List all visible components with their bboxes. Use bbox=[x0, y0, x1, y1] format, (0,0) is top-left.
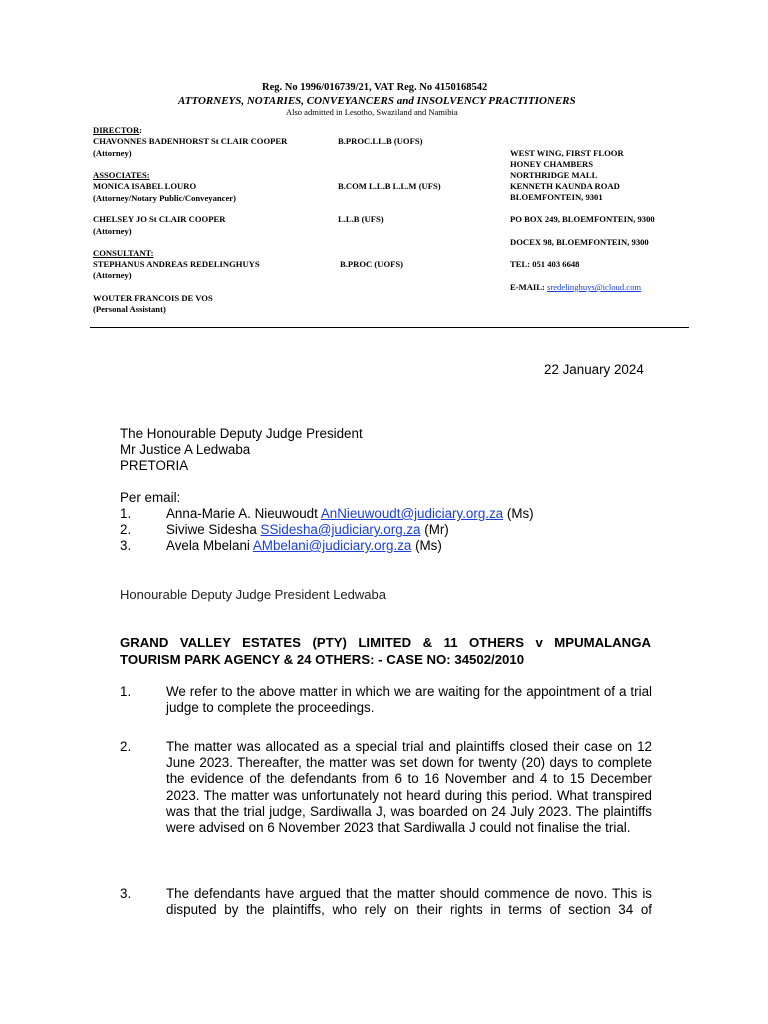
paragraph-3: The defendants have argued that the matter should commence de novo. This is disputed by the plaintiffs, who rely on their rights in terms of section 34 of bbox=[166, 886, 652, 918]
paragraph-2-number: 2. bbox=[120, 739, 132, 754]
per-email-label: Per email: bbox=[120, 490, 181, 505]
director-heading: DIRECTOR: bbox=[93, 125, 143, 135]
addressee-line-3: PRETORIA bbox=[120, 458, 189, 473]
recipient-3-number: 3. bbox=[120, 538, 132, 553]
consultant-name: STEPHANUS ANDREAS REDELINGHUYS bbox=[93, 259, 260, 269]
paragraph-3-number: 3. bbox=[120, 886, 132, 901]
registration-line: Reg. No 1996/016739/21, VAT Reg. No 4150168542 bbox=[262, 82, 488, 93]
recipient-3-email-link[interactable]: AMbelani@judiciary.org.za bbox=[252, 538, 412, 553]
practice-description: ATTORNEYS, NOTARIES, CONVEYANCERS and INSOLVENCY PRACTITIONERS bbox=[178, 95, 576, 107]
email-line: E-MAIL: sredelinghuys@icloud.com bbox=[510, 282, 642, 292]
associate-2-name: CHELSEY JO St CLAIR COOPER bbox=[93, 214, 226, 224]
associate-2-role: (Attorney) bbox=[93, 226, 132, 236]
docex: DOCEX 98, BLOEMFONTEIN, 9300 bbox=[510, 237, 649, 247]
associate-1-name: MONICA ISABEL LOURO bbox=[93, 181, 197, 191]
recipient-1-email-link[interactable]: AnNieuwoudt@judiciary.org.za bbox=[320, 506, 504, 521]
recipient-3: Avela Mbelani AMbelani@judiciary.org.za (Ms) bbox=[166, 538, 442, 553]
associate-1-role: (Attorney/Notary Public/Conveyancer) bbox=[93, 193, 236, 203]
paragraph-1-number: 1. bbox=[120, 684, 132, 699]
admitted-line: Also admitted in Lesotho, Swaziland and Namibia bbox=[286, 107, 458, 117]
address-line-2: HONEY CHAMBERS bbox=[510, 159, 593, 169]
paragraph-2: The matter was allocated as a special trial and plaintiffs closed their case on 12 June 2023. Thereafter, the matter was set down for twenty (20) days to complete the evidence of the defendants from 6 to 16 November and 4 to 15 December 2023. The matter was unfortunately not heard during this period. What transpired was that the trial judge, Sardiwalla J, was boarded on 24 July 2023. The plaintiffs were advised on 6 November 2023 that Sardiwalla J could not finalise the trial. bbox=[166, 739, 652, 836]
associate-2-qualification: L.L.B (UFS) bbox=[338, 214, 384, 224]
recipient-1: Anna-Marie A. Nieuwoudt AnNieuwoudt@judiciary.org.za (Ms) bbox=[166, 506, 534, 521]
subject-line-2: TOURISM PARK AGENCY & 24 OTHERS: - CASE NO: 34502/2010 bbox=[120, 652, 525, 667]
address-line-4: KENNETH KAUNDA ROAD bbox=[510, 181, 620, 191]
subject-line-1: GRAND VALLEY ESTATES (PTY) LIMITED & 11 OTHERS v MPUMALANGA bbox=[120, 635, 651, 650]
director-name: CHAVONNES BADENHORST St CLAIR COOPER bbox=[93, 136, 288, 146]
recipient-2: Siviwe Sidesha SSidesha@judiciary.org.za (Mr) bbox=[166, 522, 449, 537]
letter-date: 22 January 2024 bbox=[544, 362, 644, 377]
telephone: TEL: 051 403 6648 bbox=[510, 259, 580, 269]
recipient-2-email-link[interactable]: SSidesha@judiciary.org.za bbox=[260, 522, 421, 537]
po-box: PO BOX 249, BLOEMFONTEIN, 9300 bbox=[510, 214, 655, 224]
recipient-1-number: 1. bbox=[120, 506, 132, 521]
associates-heading: ASSOCIATES: bbox=[93, 170, 150, 180]
associate-1-qualification: B.COM L.L.B L.L.M (UFS) bbox=[338, 181, 441, 191]
firm-email-link[interactable]: sredelinghuys@icloud.com bbox=[547, 282, 642, 292]
address-line-3: NORTHRIDGE MALL bbox=[510, 170, 598, 180]
consultant-role: (Attorney) bbox=[93, 270, 132, 280]
director-role: (Attorney) bbox=[93, 148, 132, 158]
assistant-name: WOUTER FRANCOIS DE VOS bbox=[93, 293, 213, 303]
letterhead-divider bbox=[90, 327, 689, 328]
paragraph-1: We refer to the above matter in which we are waiting for the appointment of a trial judge to complete the proceedings. bbox=[166, 684, 652, 716]
assistant-role: (Personal Assistant) bbox=[93, 304, 166, 314]
addressee-line-2: Mr Justice A Ledwaba bbox=[120, 442, 251, 457]
consultant-qualification: B.PROC (UOFS) bbox=[340, 259, 404, 269]
recipient-2-number: 2. bbox=[120, 522, 132, 537]
director-qualification: B.PROC.LL.B (UOFS) bbox=[338, 136, 423, 146]
consultant-heading: CONSULTANT: bbox=[93, 248, 154, 258]
address-line-5: BLOEMFONTEIN, 9301 bbox=[510, 192, 603, 202]
salutation: Honourable Deputy Judge President Ledwaba bbox=[120, 587, 386, 602]
addressee-line-1: The Honourable Deputy Judge President bbox=[120, 426, 363, 441]
address-line-1: WEST WING, FIRST FLOOR bbox=[510, 148, 624, 158]
